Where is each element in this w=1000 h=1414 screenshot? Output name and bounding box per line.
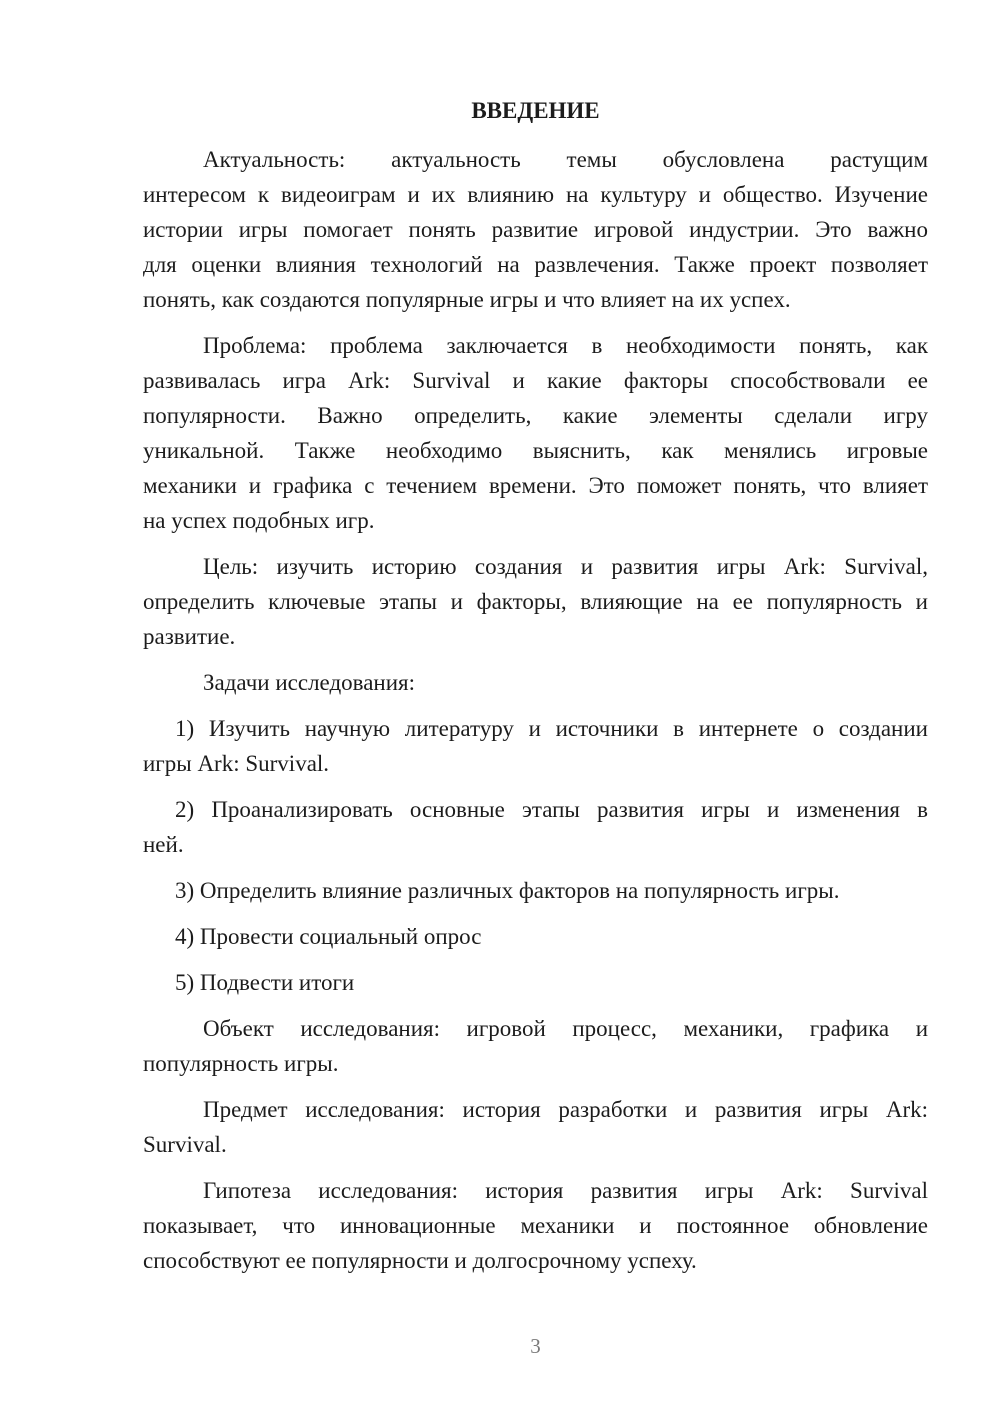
list-item-line: 4) Провести социальный опрос bbox=[175, 924, 482, 949]
page-number: 3 bbox=[530, 1334, 541, 1358]
paragraph-line: механики и графика с течением времени. Это поможет понять, что влияет bbox=[143, 473, 928, 498]
paragraph-line: Проблема: проблема заключается в необходимости понять, как bbox=[203, 333, 928, 358]
task-item-2 bbox=[143, 792, 928, 862]
list-item-line: 3) Определить влияние различных факторов на популярность игры. bbox=[175, 878, 840, 903]
paragraph-line: Цель: изучить историю создания и развития игры Ark: Survival, bbox=[203, 554, 928, 579]
paragraph-line: популярность игры. bbox=[143, 1051, 339, 1076]
paragraph-line: понять, как создаются популярные игры и что влияет на их успех. bbox=[143, 287, 791, 312]
task-item-5 bbox=[143, 965, 928, 1000]
tasks-heading: Задачи исследования: bbox=[203, 670, 416, 695]
paragraph-line: Актуальность: актуальность темы обусловлена растущим bbox=[203, 147, 928, 172]
paragraph-line: Объект исследования: игровой процесс, механики, графика и bbox=[203, 1016, 928, 1041]
paragraph-line: способствуют ее популярности и долгосрочному успеху. bbox=[143, 1248, 697, 1273]
goal-paragraph bbox=[143, 549, 928, 654]
paragraph-line: развивалась игра Ark: Survival и какие факторы способствовали ее bbox=[143, 368, 928, 393]
task-item-1 bbox=[143, 711, 928, 781]
list-item-line: 1) Изучить научную литературу и источники в интернете о создании bbox=[175, 716, 928, 741]
object-paragraph bbox=[143, 1011, 928, 1081]
relevance-paragraph bbox=[143, 142, 928, 317]
problem-paragraph bbox=[143, 328, 928, 538]
list-item-line: игры Ark: Survival. bbox=[143, 751, 330, 776]
section-title: ВВЕДЕНИЕ bbox=[471, 98, 600, 123]
task-item-3 bbox=[143, 873, 928, 908]
paragraph-line: показывает, что инновационные механики и постоянное обновление bbox=[143, 1213, 928, 1238]
paragraph-line: популярности. Важно определить, какие элементы сделали игру bbox=[143, 403, 928, 428]
subject-paragraph bbox=[143, 1092, 928, 1162]
paragraph-line: для оценки влияния технологий на развлечения. Также проект позволяет bbox=[143, 252, 928, 277]
task-item-4 bbox=[143, 919, 928, 954]
paragraph-line: интересом к видеоиграм и их влиянию на культуру и общество. Изучение bbox=[143, 182, 928, 207]
paragraph-line: истории игры помогает понять развитие игровой индустрии. Это важно bbox=[143, 217, 928, 242]
list-item-line: 2) Проанализировать основные этапы развития игры и изменения в bbox=[175, 797, 928, 822]
paragraph-line: Survival. bbox=[143, 1132, 227, 1157]
paragraph-line: Предмет исследования: история разработки и развития игры Ark: bbox=[203, 1097, 928, 1122]
paragraph-line: Гипотеза исследования: история развития игры Ark: Survival bbox=[203, 1178, 928, 1203]
paragraph-line: развитие. bbox=[143, 624, 236, 649]
paragraph-line: уникальной. Также необходимо выяснить, как менялись игровые bbox=[143, 438, 928, 463]
tasks-heading-paragraph bbox=[143, 665, 928, 700]
hypothesis-paragraph bbox=[143, 1173, 928, 1278]
paragraph-line: определить ключевые этапы и факторы, влияющие на ее популярность и bbox=[143, 589, 928, 614]
list-item-line: 5) Подвести итоги bbox=[175, 970, 355, 995]
list-item-line: ней. bbox=[143, 832, 184, 857]
page-content bbox=[143, 93, 928, 1278]
paragraph-line: на успех подобных игр. bbox=[143, 508, 375, 533]
